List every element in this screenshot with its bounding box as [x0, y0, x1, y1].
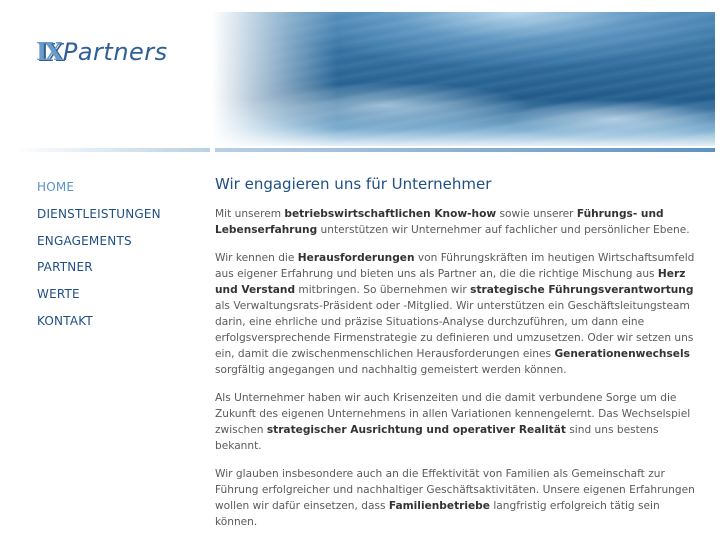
- main-navigation: [37, 176, 161, 337]
- logo-link[interactable]: [36, 36, 168, 68]
- content-paragraph: [215, 466, 695, 530]
- nav-link-engagements[interactable]: ENGAGEMENTS: [37, 233, 132, 248]
- paragraph-text: Mit unserem: [215, 208, 285, 220]
- nav-link-partner[interactable]: PARTNER: [37, 260, 93, 275]
- emphasis-text: Familienbetriebe: [388, 500, 490, 512]
- content-body: [215, 206, 695, 530]
- paragraph-text: Wir kennen die: [215, 252, 298, 264]
- divider-right: [215, 148, 715, 152]
- nav-item-werte: [37, 283, 161, 310]
- nav-item-engagements: [37, 230, 161, 257]
- page-title: Wir engagieren uns für Unternehmer: [215, 175, 492, 193]
- nav-item-home: [37, 176, 161, 203]
- main-content: [215, 174, 695, 542]
- divider-left: [12, 148, 210, 152]
- paragraph-text: Als Unternehmer haben wir auch Krisenzeiten und die damit verbundene Sorge um die Zukunft des eigenen Unternehmens in allen Variationen kennengelernt. Das Wechselspiel zwischen: [215, 392, 691, 436]
- content-paragraph: [215, 206, 695, 238]
- header-water-texture: [212, 12, 715, 146]
- emphasis-text: betriebswirtschaftlichen Know-how: [284, 208, 497, 220]
- nav-item-kontakt: [37, 310, 161, 337]
- nav-item-partner: [37, 256, 161, 283]
- paragraph-text: langfristig erfolgreich tätig sein können.: [215, 500, 660, 528]
- paragraph-text: unterstützen wir Unternehmer auf fachlicher und persönlicher Ebene.: [317, 224, 690, 236]
- emphasis-text: strategischer Ausrichtung und operativer Realität: [266, 424, 566, 436]
- logo-mark-icon: IX: [36, 37, 60, 66]
- nav-item-dienstleistungen: [37, 203, 161, 230]
- emphasis-text: Herz und Verstand: [215, 268, 686, 296]
- emphasis-text: Führungs- und Lebenserfahrung: [215, 208, 664, 236]
- nav-link-home[interactable]: HOME: [37, 180, 75, 194]
- content-paragraph: [215, 390, 695, 454]
- paragraph-text: sind uns bestens bekannt.: [215, 424, 659, 452]
- paragraph-text: mitbringen. So übernehmen wir: [295, 284, 471, 296]
- paragraph-text: sorgfältig angegangen und nachhaltig gemeistert werden können.: [215, 364, 567, 376]
- emphasis-text: Generationenwechsels: [554, 348, 690, 360]
- emphasis-text: Herausforderungen: [297, 252, 415, 264]
- content-paragraph: [215, 250, 695, 378]
- emphasis-text: strategische Führungsverantwortung: [470, 284, 694, 296]
- paragraph-text: Wir glauben insbesondere auch an die Effektivität von Familien als Gemeinschaft zur Führung erfolgreicher und nachhaltiger Geschäftsaktivitäten. Unsere eigenen Erfahrungen wollen wir dafür einsetzen, dass: [215, 468, 695, 512]
- header-banner: [12, 12, 715, 146]
- nav-link-dienstleistungen[interactable]: DIENSTLEISTUNGEN: [37, 206, 161, 221]
- paragraph-text: als Verwaltungsrats-Präsident oder -Mitglied. Wir unterstützen ein Geschäftsleitungsteam darin, eine ehrliche und präzise Situations-Analyse durchzuführen, um dann eine erfolgsversprechende Firmenstrategie zu definieren und umzusetzen. Oder wir setzen uns ein, damit die zwischenmenschlichen Herausforderungen eines: [215, 300, 694, 360]
- nav-link-kontakt[interactable]: KONTAKT: [37, 313, 93, 328]
- paragraph-text: von Führungskräften im heutigen Wirtschaftsumfeld aus eigener Erfahrung und bieten uns als Partner an, die die richtige Mischung aus: [215, 252, 695, 280]
- logo-text: Partners: [62, 38, 168, 66]
- nav-link-werte[interactable]: WERTE: [37, 287, 80, 302]
- paragraph-text: sowie unserer: [496, 208, 577, 220]
